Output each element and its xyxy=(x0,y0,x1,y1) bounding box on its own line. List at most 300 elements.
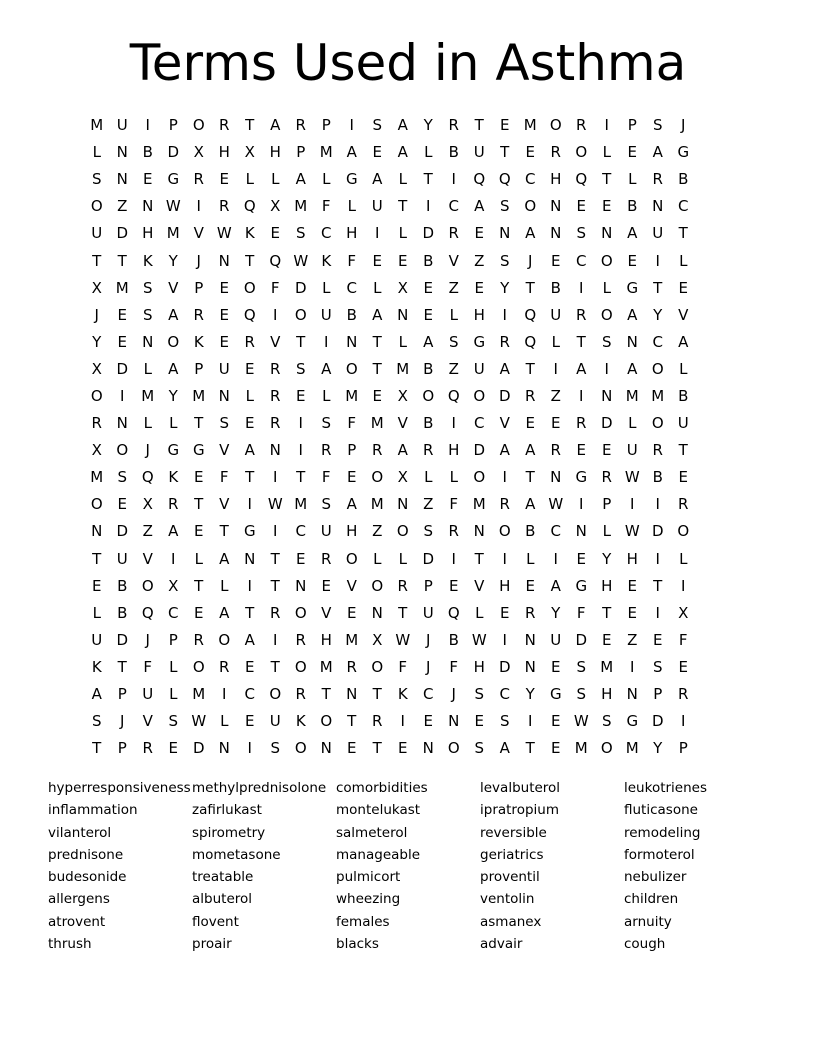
grid-letter: E xyxy=(551,251,561,270)
grid-letter: I xyxy=(630,657,635,676)
grid-letter: M xyxy=(345,386,359,405)
grid-letter: O xyxy=(192,657,205,676)
grid-letter: R xyxy=(652,170,663,189)
grid-letter: S xyxy=(652,116,663,135)
grid-letter: I xyxy=(502,630,507,649)
grid-letter: N xyxy=(422,739,434,758)
grid-letter: M xyxy=(472,495,486,514)
grid-letter: R xyxy=(576,116,587,135)
grid-letter: A xyxy=(499,739,510,758)
grid-letter: U xyxy=(550,630,562,649)
grid-letter: J xyxy=(451,685,456,704)
grid-letter: R xyxy=(193,305,204,324)
grid-letter: A xyxy=(525,224,536,243)
grid-letter: T xyxy=(423,170,433,189)
grid-letter: E xyxy=(423,278,433,297)
word-list-item: atrovent xyxy=(48,913,106,930)
grid-letter: I xyxy=(681,576,686,595)
grid-letter: X xyxy=(270,197,281,216)
grid-letter: S xyxy=(423,522,434,541)
grid-letter: T xyxy=(92,251,102,270)
grid-letter: L xyxy=(245,170,254,189)
grid-letter: R xyxy=(321,549,332,568)
grid-letter: O xyxy=(651,359,664,378)
grid-letter: B xyxy=(423,414,434,433)
grid-letter: E xyxy=(296,386,306,405)
grid-letter: M xyxy=(141,386,155,405)
grid-letter: N xyxy=(116,170,128,189)
grid-letter: R xyxy=(576,414,587,433)
grid-letter: S xyxy=(219,414,230,433)
grid-row xyxy=(84,112,696,139)
grid-letter: M xyxy=(319,143,333,162)
grid-letter: I xyxy=(502,468,507,487)
grid-letter: P xyxy=(423,576,433,595)
grid-letter: C xyxy=(678,197,689,216)
grid-letter: A xyxy=(346,143,357,162)
grid-letter: C xyxy=(652,332,663,351)
grid-row xyxy=(84,491,696,518)
grid-letter: N xyxy=(550,197,562,216)
grid-letter: M xyxy=(370,414,384,433)
grid-letter: V xyxy=(219,441,230,460)
grid-letter: U xyxy=(422,603,434,622)
grid-letter: R xyxy=(397,576,408,595)
grid-letter: C xyxy=(244,685,255,704)
grid-letter: N xyxy=(397,495,409,514)
grid-letter: A xyxy=(244,441,255,460)
grid-letter: N xyxy=(499,224,511,243)
grid-letter: F xyxy=(347,251,357,270)
grid-letter: O xyxy=(90,197,103,216)
grid-letter: S xyxy=(652,657,663,676)
grid-letter: Q xyxy=(447,386,460,405)
grid-letter: O xyxy=(167,332,180,351)
grid-letter: Z xyxy=(474,251,485,270)
grid-letter: E xyxy=(321,576,331,595)
grid-letter: E xyxy=(219,170,229,189)
word-list-item: proventil xyxy=(480,869,540,886)
grid-letter: T xyxy=(678,224,688,243)
grid-letter: V xyxy=(397,414,408,433)
grid-letter: Z xyxy=(117,197,128,216)
grid-letter: E xyxy=(627,603,637,622)
grid-letter: B xyxy=(117,603,128,622)
grid-letter: O xyxy=(116,441,129,460)
grid-letter: I xyxy=(222,685,227,704)
grid-letter: E xyxy=(551,657,561,676)
grid-letter: V xyxy=(168,278,179,297)
grid-letter: N xyxy=(550,468,562,487)
grid-letter: G xyxy=(243,522,256,541)
grid-letter: E xyxy=(168,739,178,758)
grid-letter: M xyxy=(115,278,129,297)
grid-letter: L xyxy=(449,305,458,324)
grid-letter: I xyxy=(426,197,431,216)
grid-letter: S xyxy=(474,685,485,704)
grid-letter: O xyxy=(90,495,103,514)
grid-letter: N xyxy=(346,685,358,704)
word-list-item: proair xyxy=(192,936,232,953)
grid-letter: K xyxy=(397,685,408,704)
grid-letter: X xyxy=(244,143,255,162)
grid-letter: D xyxy=(498,657,511,676)
grid-letter: P xyxy=(321,116,331,135)
grid-letter: W xyxy=(216,224,232,243)
word-list-item: mometasone xyxy=(192,846,281,863)
grid-letter: W xyxy=(548,495,564,514)
grid-letter: C xyxy=(550,522,561,541)
grid-letter: U xyxy=(626,441,638,460)
grid-letter: X xyxy=(397,278,408,297)
grid-letter: Z xyxy=(550,386,561,405)
grid-letter: E xyxy=(194,468,204,487)
grid-letter: S xyxy=(499,712,510,731)
grid-letter: L xyxy=(679,359,688,378)
grid-letter: O xyxy=(141,576,154,595)
grid-letter: R xyxy=(448,522,459,541)
grid-letter: E xyxy=(347,468,357,487)
grid-letter: B xyxy=(678,170,689,189)
grid-letter: R xyxy=(423,441,434,460)
word-list-item: zafirlukast xyxy=(192,802,262,819)
grid-row xyxy=(84,600,696,627)
page-title: Terms Used in Asthma xyxy=(129,34,687,92)
grid-letter: F xyxy=(270,278,280,297)
grid-letter: M xyxy=(294,197,308,216)
grid-letter: N xyxy=(448,712,460,731)
grid-letter: I xyxy=(681,712,686,731)
grid-letter: U xyxy=(142,685,154,704)
grid-letter: K xyxy=(168,468,179,487)
grid-letter: N xyxy=(91,522,103,541)
grid-letter: T xyxy=(92,549,102,568)
grid-letter: V xyxy=(474,576,485,595)
grid-letter: E xyxy=(449,576,459,595)
grid-letter: V xyxy=(678,305,689,324)
grid-letter: I xyxy=(553,359,558,378)
grid-letter: T xyxy=(296,332,306,351)
grid-letter: G xyxy=(575,576,588,595)
word-list-item: vilanterol xyxy=(48,824,112,841)
grid-letter: I xyxy=(247,576,252,595)
grid-letter: G xyxy=(677,143,690,162)
grid-letter: T xyxy=(525,739,535,758)
grid-letter: V xyxy=(219,495,230,514)
grid-letter: O xyxy=(269,685,282,704)
grid-letter: U xyxy=(550,305,562,324)
grid-letter: A xyxy=(397,116,408,135)
grid-letter: E xyxy=(525,143,535,162)
grid-letter: A xyxy=(550,576,561,595)
grid-row xyxy=(84,302,696,329)
grid-letter: O xyxy=(192,116,205,135)
grid-letter: Z xyxy=(142,522,153,541)
grid-letter: L xyxy=(602,143,611,162)
grid-letter: N xyxy=(550,224,562,243)
grid-letter: I xyxy=(528,712,533,731)
grid-letter: C xyxy=(321,224,332,243)
grid-letter: R xyxy=(295,685,306,704)
grid-letter: B xyxy=(423,359,434,378)
grid-letter: C xyxy=(474,414,485,433)
grid-letter: O xyxy=(498,522,511,541)
word-list-item: spirometry xyxy=(192,824,266,841)
grid-letter: H xyxy=(550,170,562,189)
grid-letter: T xyxy=(372,739,382,758)
grid-letter: O xyxy=(371,468,384,487)
grid-letter: U xyxy=(320,522,332,541)
grid-letter: A xyxy=(295,170,306,189)
word-list-item: leukotrienes xyxy=(624,780,708,796)
grid-letter: C xyxy=(448,197,459,216)
grid-letter: V xyxy=(321,603,332,622)
grid-row xyxy=(84,573,696,600)
grid-letter: N xyxy=(116,143,128,162)
grid-letter: L xyxy=(602,278,611,297)
grid-letter: L xyxy=(322,278,331,297)
word-list-item: cough xyxy=(624,936,666,953)
grid-letter: S xyxy=(117,468,128,487)
grid-letter: T xyxy=(92,739,102,758)
word-list-item: fluticasone xyxy=(624,802,698,819)
grid-letter: I xyxy=(298,414,303,433)
grid-row xyxy=(84,681,696,708)
grid-letter: Q xyxy=(473,170,486,189)
grid-letter: D xyxy=(651,712,664,731)
grid-letter: Q xyxy=(524,305,537,324)
grid-letter: L xyxy=(169,685,178,704)
grid-letter: X xyxy=(678,603,689,622)
grid-letter: U xyxy=(473,359,485,378)
grid-row xyxy=(84,437,696,464)
grid-letter: A xyxy=(397,441,408,460)
grid-letter: E xyxy=(525,414,535,433)
grid-letter: O xyxy=(473,468,486,487)
grid-letter: W xyxy=(624,522,640,541)
grid-letter: I xyxy=(579,386,584,405)
grid-letter: M xyxy=(166,224,180,243)
grid-letter: B xyxy=(448,630,459,649)
grid-letter: T xyxy=(117,657,127,676)
grid-letter: M xyxy=(396,359,410,378)
grid-row xyxy=(84,275,696,302)
grid-letter: F xyxy=(449,657,459,676)
grid-letter: E xyxy=(347,603,357,622)
grid-letter: R xyxy=(652,441,663,460)
grid-letter: O xyxy=(473,386,486,405)
word-list-item: thrush xyxy=(48,936,92,953)
grid-letter: L xyxy=(322,386,331,405)
grid-letter: V xyxy=(142,549,153,568)
grid-letter: K xyxy=(321,251,332,270)
grid-letter: G xyxy=(473,332,486,351)
grid-letter: A xyxy=(397,143,408,162)
grid-letter: A xyxy=(525,495,536,514)
grid-letter: T xyxy=(602,603,612,622)
grid-letter: U xyxy=(269,712,281,731)
grid-letter: Y xyxy=(168,386,178,405)
grid-letter: H xyxy=(601,576,613,595)
grid-letter: U xyxy=(677,414,689,433)
grid-letter: R xyxy=(270,603,281,622)
grid-letter: N xyxy=(575,522,587,541)
grid-letter: I xyxy=(502,305,507,324)
grid-letter: O xyxy=(294,739,307,758)
word-list-item: remodeling xyxy=(624,824,701,841)
grid-letter: A xyxy=(627,224,638,243)
grid-letter: T xyxy=(245,603,255,622)
grid-letter: N xyxy=(524,630,536,649)
grid-letter: Z xyxy=(627,630,638,649)
grid-letter: N xyxy=(601,386,613,405)
grid-row xyxy=(84,518,696,545)
grid-letter: H xyxy=(626,549,638,568)
grid-letter: Q xyxy=(243,197,256,216)
grid-letter: X xyxy=(91,278,102,297)
word-list-item: ipratropium xyxy=(480,802,559,819)
grid-letter: S xyxy=(448,332,459,351)
grid-row xyxy=(84,139,696,166)
grid-letter: T xyxy=(296,468,306,487)
grid-letter: L xyxy=(679,549,688,568)
grid-letter: S xyxy=(601,712,612,731)
grid-letter: G xyxy=(626,278,639,297)
grid-letter: G xyxy=(345,170,358,189)
grid-letter: Q xyxy=(269,251,282,270)
grid-letter: M xyxy=(625,739,639,758)
grid-letter: N xyxy=(652,197,664,216)
grid-letter: J xyxy=(145,441,150,460)
grid-letter: E xyxy=(372,251,382,270)
word-list-item: salmeterol xyxy=(336,824,408,841)
grid-letter: R xyxy=(244,332,255,351)
grid-letter: E xyxy=(219,332,229,351)
grid-letter: E xyxy=(551,712,561,731)
grid-letter: Y xyxy=(551,603,561,622)
grid-letter: R xyxy=(601,468,612,487)
grid-letter: F xyxy=(143,657,153,676)
word-list-item: hyperresponsiveness xyxy=(48,780,191,796)
grid-letter: O xyxy=(345,549,358,568)
grid-letter: R xyxy=(193,170,204,189)
grid-letter: W xyxy=(267,495,283,514)
grid-letter: U xyxy=(91,224,103,243)
grid-letter: O xyxy=(371,576,384,595)
grid-letter: D xyxy=(116,359,129,378)
grid-letter: U xyxy=(371,197,383,216)
grid-letter: O xyxy=(243,278,256,297)
grid-letter: O xyxy=(575,143,588,162)
grid-letter: I xyxy=(196,197,201,216)
grid-letter: R xyxy=(295,630,306,649)
grid-row xyxy=(84,464,696,491)
grid-letter: V xyxy=(270,332,281,351)
grid-letter: E xyxy=(627,251,637,270)
word-list-item: wheezing xyxy=(336,891,401,908)
grid-letter: M xyxy=(370,495,384,514)
grid-letter: Z xyxy=(448,278,459,297)
grid-letter: E xyxy=(551,414,561,433)
grid-letter: B xyxy=(346,305,357,324)
grid-letter: N xyxy=(524,657,536,676)
word-list-item: flovent xyxy=(192,913,239,930)
grid-letter: O xyxy=(651,414,664,433)
grid-letter: R xyxy=(372,712,383,731)
grid-letter: L xyxy=(424,143,433,162)
grid-letter: I xyxy=(273,305,278,324)
grid-letter: A xyxy=(499,441,510,460)
grid-letter: M xyxy=(625,386,639,405)
grid-letter: I xyxy=(579,495,584,514)
grid-letter: L xyxy=(169,657,178,676)
word-list-item: ventolin xyxy=(480,891,535,908)
grid-letter: T xyxy=(245,468,255,487)
word-list-item: treatable xyxy=(192,869,254,886)
grid-letter: T xyxy=(653,278,663,297)
word-list-item: children xyxy=(624,891,679,908)
grid-letter: B xyxy=(550,278,561,297)
grid-letter: D xyxy=(116,522,129,541)
grid-row xyxy=(84,329,696,356)
grid-letter: E xyxy=(627,576,637,595)
grid-letter: H xyxy=(320,630,332,649)
grid-letter: E xyxy=(500,603,510,622)
grid-letter: L xyxy=(551,332,560,351)
grid-letter: A xyxy=(219,549,230,568)
word-list-item: methylprednisolone xyxy=(192,780,327,796)
grid-letter: R xyxy=(295,116,306,135)
grid-letter: X xyxy=(193,143,204,162)
grid-letter: S xyxy=(142,305,153,324)
grid-letter: A xyxy=(423,332,434,351)
grid-letter: E xyxy=(219,305,229,324)
grid-letter: O xyxy=(371,657,384,676)
grid-letter: E xyxy=(423,305,433,324)
grid-letter: L xyxy=(220,576,229,595)
word-list-item: comorbidities xyxy=(336,780,428,796)
grid-letter: E xyxy=(219,278,229,297)
grid-letter: K xyxy=(193,332,204,351)
grid-letter: O xyxy=(447,739,460,758)
grid-letter: M xyxy=(651,386,665,405)
grid-letter: X xyxy=(372,630,383,649)
grid-letter: D xyxy=(294,278,307,297)
grid-letter: X xyxy=(142,495,153,514)
grid-letter: R xyxy=(219,197,230,216)
grid-letter: I xyxy=(120,386,125,405)
grid-letter: E xyxy=(602,197,612,216)
grid-letter: T xyxy=(525,278,535,297)
grid-row xyxy=(84,220,696,247)
grid-letter: Y xyxy=(168,251,178,270)
grid-letter: S xyxy=(295,359,306,378)
grid-letter: A xyxy=(678,332,689,351)
grid-letter: T xyxy=(245,251,255,270)
grid-letter: Y xyxy=(602,549,612,568)
grid-letter: F xyxy=(219,468,229,487)
grid-letter: K xyxy=(142,251,153,270)
grid-letter: S xyxy=(321,414,332,433)
grid-letter: C xyxy=(499,685,510,704)
grid-letter: E xyxy=(270,224,280,243)
grid-letter: B xyxy=(117,576,128,595)
grid-letter: A xyxy=(168,359,179,378)
grid-letter: V xyxy=(142,712,153,731)
grid-letter: G xyxy=(167,441,180,460)
grid-letter: E xyxy=(474,712,484,731)
grid-letter: S xyxy=(499,197,510,216)
